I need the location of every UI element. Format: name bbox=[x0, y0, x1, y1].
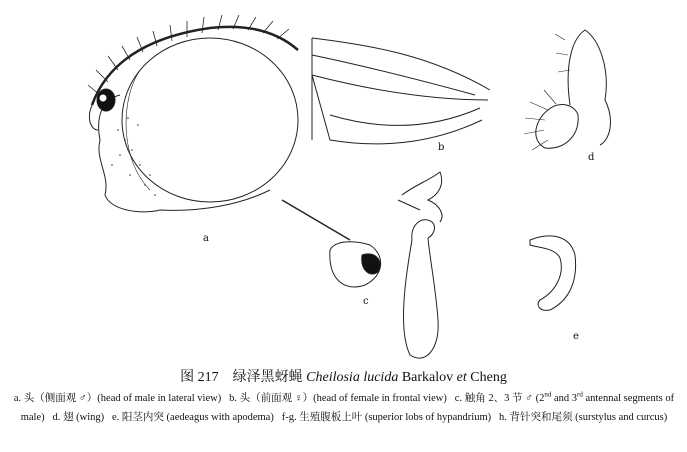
figure-caption-title bbox=[0, 366, 687, 386]
legend-a: a. 头（侧面观 ♂）(head of male in lateral view) bbox=[13, 393, 222, 404]
panel-label-d: d bbox=[588, 152, 595, 163]
panel-d-surstylus bbox=[524, 30, 610, 150]
legend-d: d. 翅 (wing) bbox=[52, 412, 105, 423]
panel-label-a: a bbox=[203, 233, 209, 244]
legend-fg: f-g. 生殖腹板上叶 (superior lobs of hypandrium) bbox=[281, 412, 492, 423]
legend-c: c. 触角 2、3 节 ♂ (2nd and 3rd antennal segments of male) bbox=[20, 390, 675, 423]
author-connector: et bbox=[456, 370, 467, 385]
panel-a-head-lateral bbox=[88, 15, 298, 212]
panel-e-aedeagus bbox=[398, 172, 442, 358]
panel-fg-lobes bbox=[530, 236, 576, 310]
author-2: Cheng bbox=[470, 370, 507, 385]
author-1: Barkalov bbox=[401, 370, 454, 385]
legend-e: e. 阳茎内突 (aedeagus with apodema) bbox=[112, 412, 274, 423]
panel-c-antenna bbox=[282, 200, 381, 287]
legend-h: h. 背针突和尾须 (surstylus and curcus) bbox=[498, 412, 668, 423]
panel-label-e: e bbox=[573, 331, 579, 342]
panel-label-b: b bbox=[438, 142, 445, 153]
legend-b: b. 头（前面观 ♀）(head of female in frontal view) bbox=[229, 393, 447, 404]
species-chinese-name: 绿泽黑蚜蝇 bbox=[232, 370, 303, 385]
figure-legend bbox=[8, 389, 680, 427]
panel-label-c: c bbox=[363, 296, 369, 307]
panel-b-wing bbox=[312, 38, 490, 144]
species-name: Cheilosia lucida bbox=[306, 370, 399, 385]
figure-number: 图 217 bbox=[180, 370, 219, 385]
